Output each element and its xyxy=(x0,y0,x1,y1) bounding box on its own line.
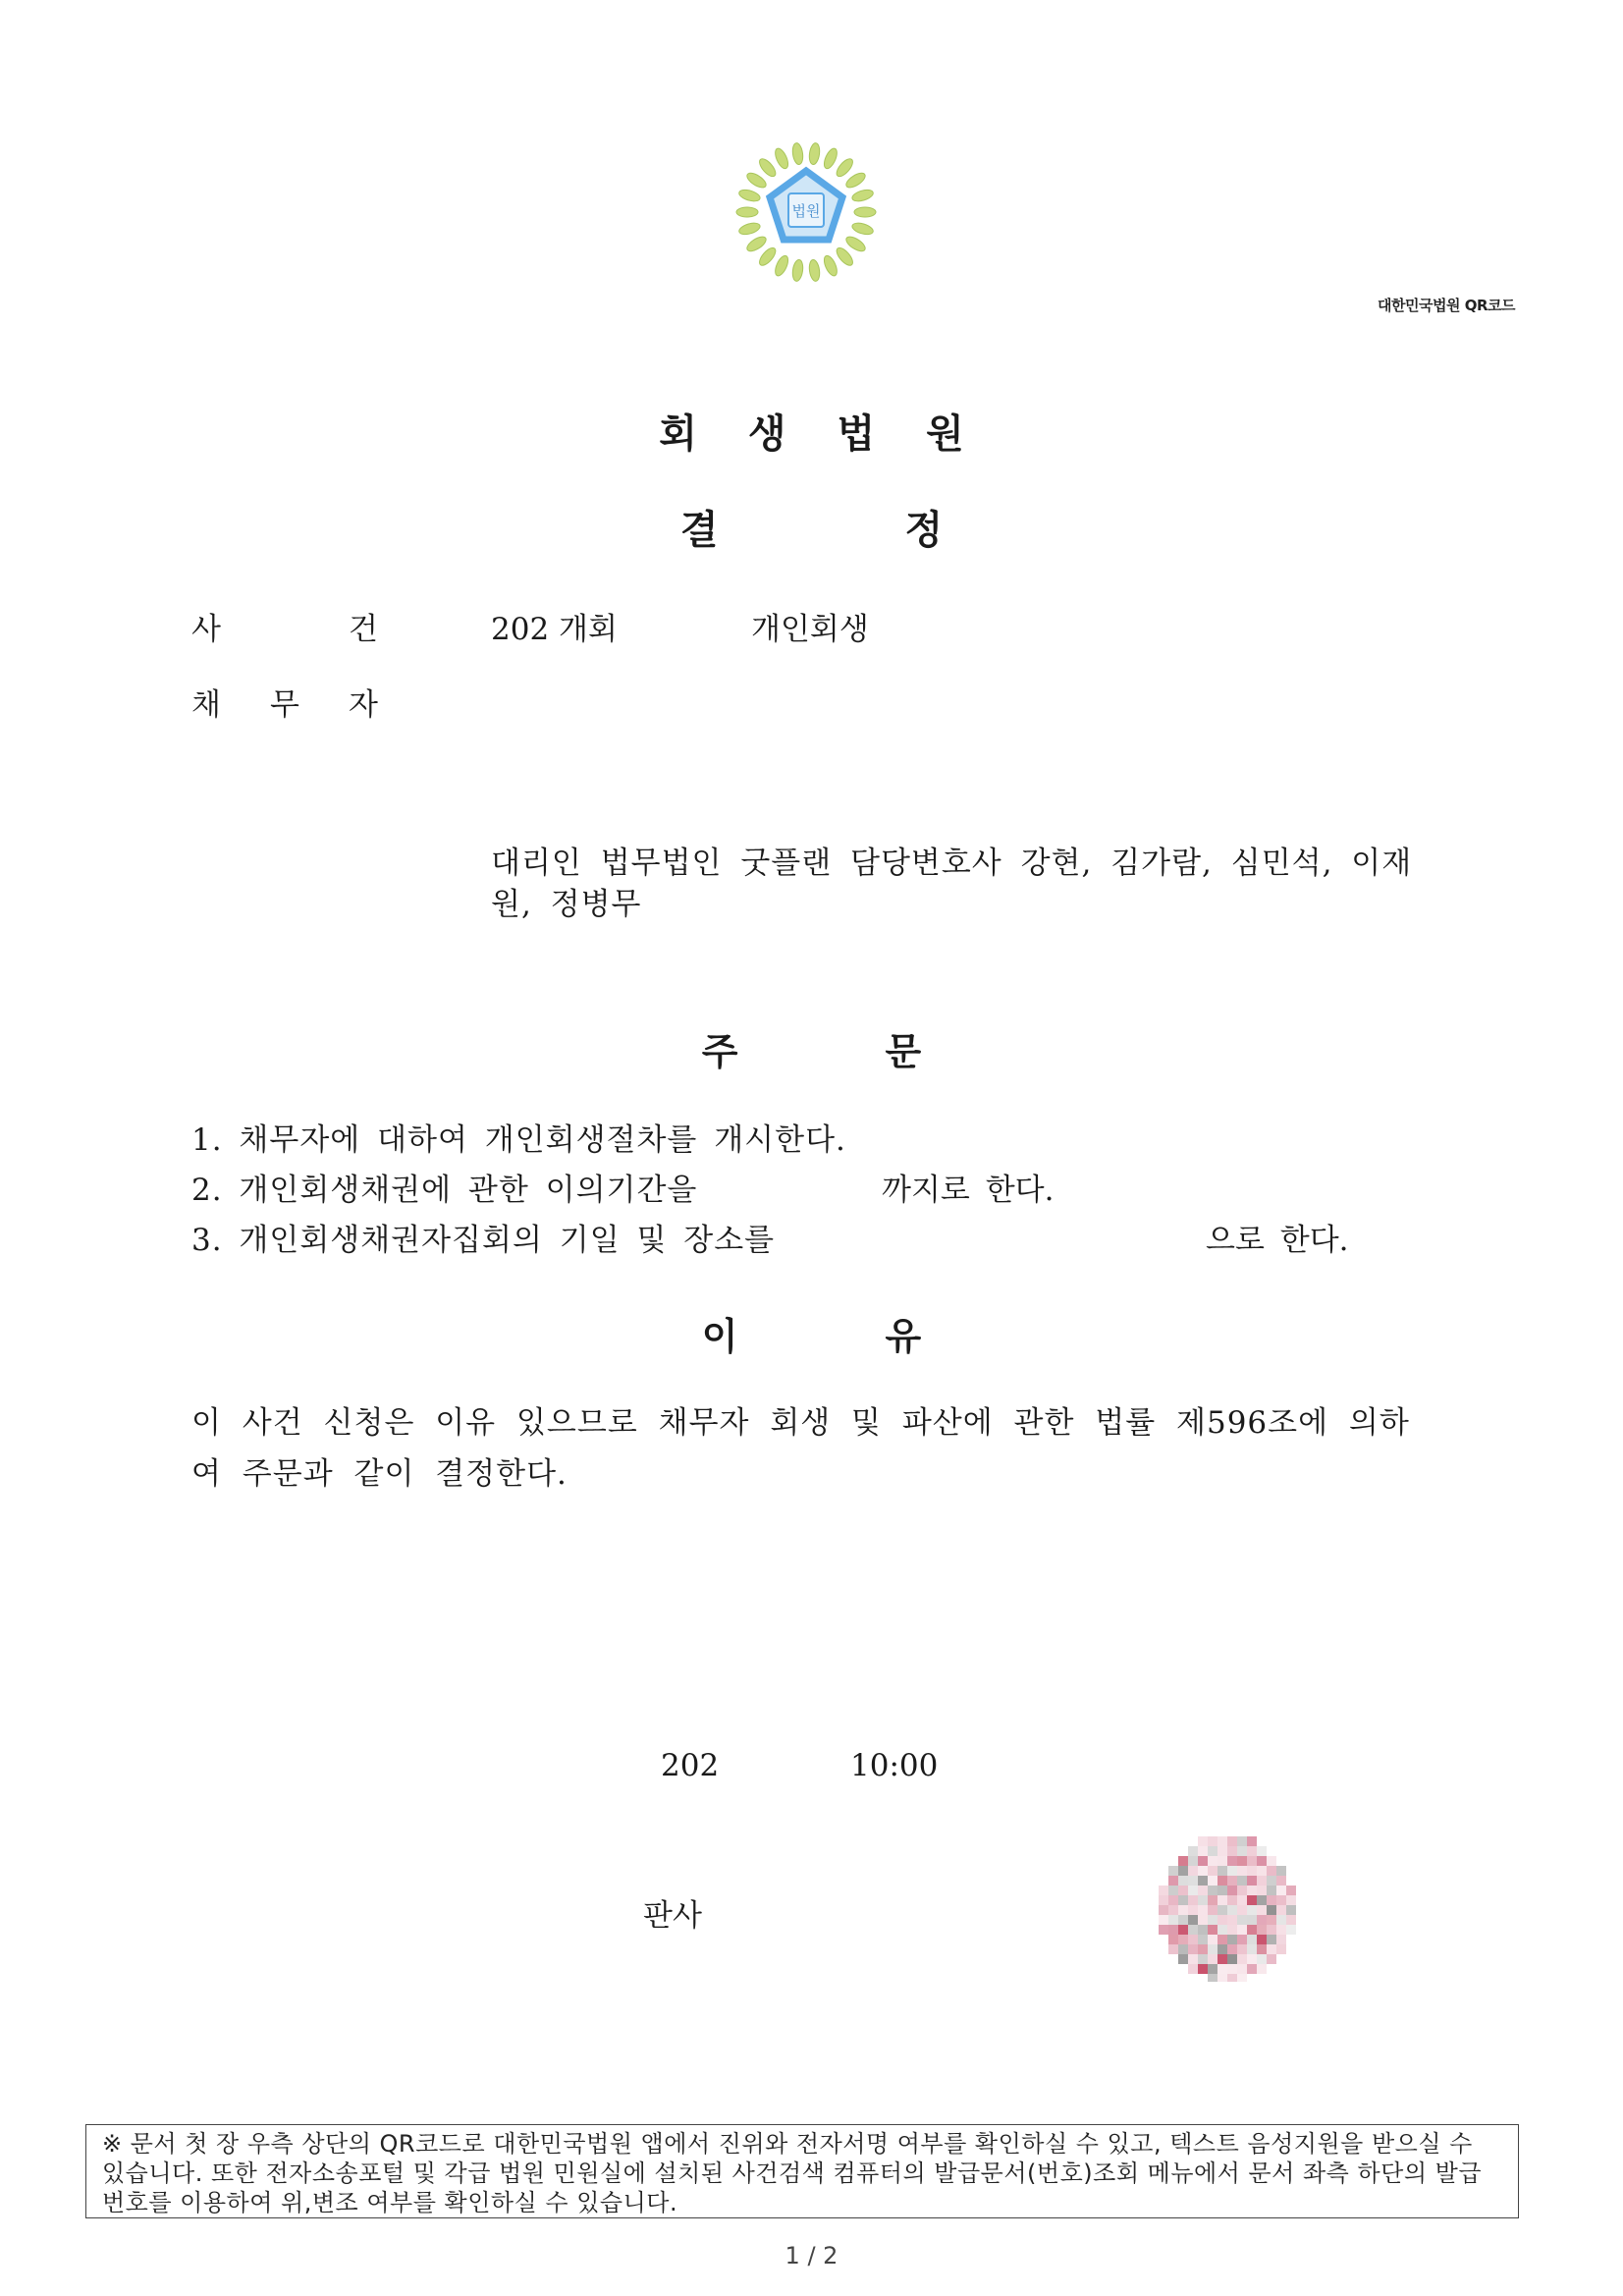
debtor-label-char: 무 xyxy=(270,687,299,723)
seal-pixel xyxy=(1159,1895,1168,1905)
seal-pixel xyxy=(1247,1925,1257,1935)
seal-pixel xyxy=(1227,1886,1237,1895)
seal-pixel xyxy=(1217,1935,1227,1944)
seal-pixel xyxy=(1257,1964,1267,1974)
seal-pixel xyxy=(1237,1974,1247,1982)
seal-pixel xyxy=(1198,1846,1208,1856)
seal-pixel xyxy=(1237,1964,1247,1974)
seal-pixel xyxy=(1217,1944,1227,1954)
seal-pixel xyxy=(1178,1954,1188,1964)
seal-pixel xyxy=(1247,1856,1257,1866)
seal-pixel xyxy=(1188,1856,1198,1866)
emblem-petal xyxy=(851,188,875,203)
seal-pixel xyxy=(1178,1935,1188,1944)
seal-pixel xyxy=(1208,1974,1217,1982)
seal-pixel xyxy=(1217,1866,1227,1876)
seal-pixel xyxy=(1247,1964,1257,1974)
seal-pixel xyxy=(1267,1915,1276,1925)
emblem-petal xyxy=(773,146,790,170)
seal-pixel xyxy=(1208,1886,1217,1895)
seal-pixel xyxy=(1257,1876,1267,1886)
seal-pixel xyxy=(1217,1876,1227,1886)
seal-pixel xyxy=(1227,1846,1237,1856)
seal-pixel xyxy=(1188,1915,1198,1925)
seal-pixel xyxy=(1257,1846,1267,1856)
seal-pixel xyxy=(1237,1925,1247,1935)
seal-pixel xyxy=(1178,1944,1188,1954)
seal-pixel xyxy=(1247,1895,1257,1905)
reason-text: 이 사건 신청은 이유 있으므로 채무자 회생 및 파산에 관한 법률 제596조에 의하여 주문과 같이 결정한다. xyxy=(191,1405,1410,1492)
seal-pixel xyxy=(1237,1846,1247,1856)
seal-pixel xyxy=(1198,1944,1208,1954)
seal-pixel xyxy=(1208,1846,1217,1856)
court-name: 회생법원 xyxy=(659,411,1015,457)
seal-pixel xyxy=(1267,1856,1276,1866)
debtor-label xyxy=(191,680,378,724)
order-item: 2. 개인회생채권에 관한 이의기간을 xyxy=(191,1173,698,1208)
emblem-petal xyxy=(822,146,839,170)
seal-pixel xyxy=(1276,1895,1286,1905)
seal-pixel xyxy=(1178,1856,1188,1866)
seal-pixel xyxy=(1198,1866,1208,1876)
seal-pixel xyxy=(1217,1925,1227,1935)
emblem-petal xyxy=(745,234,769,253)
seal-pixel xyxy=(1198,1915,1208,1925)
seal-pixel xyxy=(1217,1836,1227,1846)
seal-pixel xyxy=(1276,1935,1286,1944)
seal-pixel xyxy=(1257,1925,1267,1935)
case-type: 개인회생 xyxy=(751,612,869,647)
seal-pixel xyxy=(1276,1866,1286,1876)
debtor-agent: 대리인 법무법인 굿플랜 담당변호사 강현, 김가람, 심민석, 이재원, 정병무 xyxy=(491,846,1413,922)
seal-pixel xyxy=(1276,1886,1286,1895)
seal-pixel xyxy=(1198,1905,1208,1915)
decision-time: 10:00 xyxy=(850,1748,939,1783)
seal-pixel xyxy=(1267,1954,1276,1964)
emblem-petal xyxy=(773,254,790,278)
emblem-petal xyxy=(737,221,761,237)
seal-pixel xyxy=(1227,1935,1237,1944)
seal-pixel xyxy=(1276,1915,1286,1925)
seal-pixel xyxy=(1208,1876,1217,1886)
seal-pixel xyxy=(1217,1954,1227,1964)
document-title: 결정 xyxy=(679,508,1130,553)
seal-pixel xyxy=(1247,1905,1257,1915)
emblem-petal xyxy=(834,246,855,268)
seal-pixel xyxy=(1237,1856,1247,1866)
seal-pixel xyxy=(1198,1856,1208,1866)
emblem-petal xyxy=(808,259,821,282)
order-heading: 주문 xyxy=(701,1030,1069,1073)
emblem-petal xyxy=(844,234,868,253)
seal-pixel xyxy=(1276,1905,1286,1915)
seal-pixel xyxy=(1188,1935,1198,1944)
seal-pixel xyxy=(1208,1925,1217,1935)
seal-pixel xyxy=(1198,1895,1208,1905)
seal-pixel xyxy=(1257,1944,1267,1954)
seal-pixel xyxy=(1217,1895,1227,1905)
seal-pixel xyxy=(1227,1974,1237,1982)
seal-pixel xyxy=(1208,1935,1217,1944)
seal-pixel xyxy=(1198,1935,1208,1944)
seal-pixel xyxy=(1257,1915,1267,1925)
emblem-petal xyxy=(791,259,804,282)
seal-pixel xyxy=(1237,1876,1247,1886)
seal-pixel xyxy=(1208,1954,1217,1964)
seal-pixel xyxy=(1227,1964,1237,1974)
seal-pixel xyxy=(1159,1925,1168,1935)
seal-pixel xyxy=(1286,1905,1296,1915)
seal-pixel xyxy=(1237,1944,1247,1954)
reason-heading: 이유 xyxy=(701,1315,1069,1358)
debtor-label-char: 자 xyxy=(349,687,378,723)
seal-pixel xyxy=(1247,1944,1257,1954)
seal-pixel xyxy=(1227,1925,1237,1935)
seal-pixel xyxy=(1188,1886,1198,1895)
emblem-petal xyxy=(834,156,855,179)
seal-pixel xyxy=(1168,1866,1178,1876)
seal-pixel xyxy=(1168,1944,1178,1954)
case-number: 202 개회 xyxy=(491,612,618,647)
emblem-petal xyxy=(851,221,875,237)
seal-pixel xyxy=(1208,1905,1217,1915)
seal-pixel xyxy=(1227,1866,1237,1876)
seal-pixel xyxy=(1247,1866,1257,1876)
seal-pixel xyxy=(1247,1935,1257,1944)
seal-pixel xyxy=(1227,1954,1237,1964)
seal-pixel xyxy=(1217,1964,1227,1974)
emblem-petal xyxy=(737,188,761,203)
seal-pixel xyxy=(1257,1905,1267,1915)
debtor-label-char: 채 xyxy=(191,687,221,723)
seal-pixel xyxy=(1227,1856,1237,1866)
seal-pixel xyxy=(1257,1935,1267,1944)
emblem-petal xyxy=(808,142,821,165)
seal-pixel xyxy=(1178,1915,1188,1925)
court-emblem xyxy=(731,137,881,287)
seal-pixel xyxy=(1267,1944,1276,1954)
seal-pixel xyxy=(1188,1866,1198,1876)
seal-pixel xyxy=(1159,1886,1168,1895)
seal-pixel xyxy=(1267,1886,1276,1895)
seal-pixel xyxy=(1159,1915,1168,1925)
seal-pixel xyxy=(1237,1935,1247,1944)
qr-code-label: 대한민국법원 QR코드 xyxy=(1378,297,1515,314)
seal-pixel xyxy=(1208,1944,1217,1954)
seal-pixel xyxy=(1208,1895,1217,1905)
seal-pixel xyxy=(1159,1905,1168,1915)
seal-pixel xyxy=(1178,1866,1188,1876)
emblem-text: 법원 xyxy=(791,202,821,220)
seal-pixel xyxy=(1286,1886,1296,1895)
seal-pixel xyxy=(1208,1866,1217,1876)
seal-pixel xyxy=(1168,1915,1178,1925)
seal-pixel xyxy=(1227,1836,1237,1846)
seal-pixel xyxy=(1188,1876,1198,1886)
seal-pixel xyxy=(1188,1944,1198,1954)
seal-pixel xyxy=(1257,1856,1267,1866)
seal-pixel xyxy=(1247,1876,1257,1886)
seal-pixel xyxy=(1286,1915,1296,1925)
seal-pixel xyxy=(1247,1846,1257,1856)
seal-pixel xyxy=(1276,1944,1286,1954)
seal-pixel xyxy=(1237,1895,1247,1905)
seal-pixel xyxy=(1188,1954,1198,1964)
seal-pixel xyxy=(1257,1886,1267,1895)
emblem-petal xyxy=(854,207,876,217)
seal-pixel xyxy=(1188,1925,1198,1935)
seal-pixel xyxy=(1178,1876,1188,1886)
page-number: 1 / 2 xyxy=(784,2242,839,2269)
emblem-petal xyxy=(757,156,779,179)
seal-pixel xyxy=(1168,1886,1178,1895)
seal-pixel xyxy=(1257,1954,1267,1964)
seal-pixel xyxy=(1208,1836,1217,1846)
seal-pixel xyxy=(1217,1974,1227,1982)
seal-pixel xyxy=(1286,1925,1296,1935)
seal-pixel xyxy=(1237,1866,1247,1876)
seal-pixel xyxy=(1247,1915,1257,1925)
seal-pixel xyxy=(1198,1925,1208,1935)
seal-pixel xyxy=(1178,1895,1188,1905)
seal-pixel xyxy=(1237,1905,1247,1915)
seal-pixel xyxy=(1188,1895,1198,1905)
seal-pixel xyxy=(1267,1876,1276,1886)
seal-pixel xyxy=(1276,1876,1286,1886)
emblem-petal xyxy=(757,246,779,268)
seal-pixel xyxy=(1276,1925,1286,1935)
seal-pixel xyxy=(1168,1876,1178,1886)
seal-pixel xyxy=(1217,1905,1227,1915)
order-item-tail: 으로 한다. xyxy=(1206,1223,1349,1258)
seal-pixel xyxy=(1227,1895,1237,1905)
emblem-petal xyxy=(736,207,758,217)
order-item-tail: 까지로 한다. xyxy=(882,1173,1055,1208)
seal-pixel xyxy=(1198,1964,1208,1974)
judge-seal xyxy=(1159,1836,1296,1982)
seal-pixel xyxy=(1247,1836,1257,1846)
seal-pixel xyxy=(1286,1895,1296,1905)
judge-label: 판사 xyxy=(643,1898,702,1934)
seal-pixel xyxy=(1237,1915,1247,1925)
seal-pixel xyxy=(1227,1905,1237,1915)
seal-pixel xyxy=(1217,1856,1227,1866)
seal-pixel xyxy=(1267,1866,1276,1876)
case-label-char: 건 xyxy=(349,612,378,647)
seal-pixel xyxy=(1237,1886,1247,1895)
seal-pixel xyxy=(1188,1846,1198,1856)
seal-pixel xyxy=(1227,1876,1237,1886)
seal-pixel xyxy=(1188,1964,1198,1974)
seal-pixel xyxy=(1267,1895,1276,1905)
emblem-petal xyxy=(844,170,868,190)
seal-pixel xyxy=(1237,1836,1247,1846)
seal-pixel xyxy=(1198,1886,1208,1895)
seal-pixel xyxy=(1257,1895,1267,1905)
seal-pixel xyxy=(1217,1915,1227,1925)
order-item: 1. 채무자에 대하여 개인회생절차를 개시한다. xyxy=(191,1122,846,1158)
seal-pixel xyxy=(1198,1954,1208,1964)
seal-pixel xyxy=(1168,1935,1178,1944)
seal-pixel xyxy=(1208,1856,1217,1866)
emblem-petal xyxy=(822,254,839,278)
case-label xyxy=(191,604,378,648)
seal-pixel xyxy=(1198,1876,1208,1886)
seal-pixel xyxy=(1217,1846,1227,1856)
verification-notice: ※ 문서 첫 장 우측 상단의 QR코드로 대한민국법원 앱에서 진위와 전자서명 여부를 확인하실 수 있고, 텍스트 음성지원을 받으실 수 있습니다. 또한 전자소송포털 및 각급 법원 민원실에 설치된 사건검색 컴퓨터의 발급문서(번호)조회 메뉴에서 문서 좌측 하단의 발급번호를 이용하여 위,변조 여부를 확인하실 수 있습니다. xyxy=(85,2124,1519,2218)
seal-pixel xyxy=(1267,1935,1276,1944)
seal-pixel xyxy=(1178,1886,1188,1895)
seal-pixel xyxy=(1267,1925,1276,1935)
emblem-petal xyxy=(745,170,769,190)
seal-pixel xyxy=(1208,1964,1217,1974)
seal-pixel xyxy=(1168,1895,1178,1905)
seal-pixel xyxy=(1198,1836,1208,1846)
seal-pixel xyxy=(1227,1944,1237,1954)
seal-pixel xyxy=(1168,1925,1178,1935)
seal-pixel xyxy=(1178,1925,1188,1935)
seal-pixel xyxy=(1267,1905,1276,1915)
seal-pixel xyxy=(1227,1915,1237,1925)
seal-pixel xyxy=(1217,1886,1227,1895)
decision-date: 202 xyxy=(661,1748,720,1783)
emblem-petal xyxy=(791,142,804,165)
case-label-char: 사 xyxy=(191,612,221,647)
seal-pixel xyxy=(1188,1905,1198,1915)
seal-pixel xyxy=(1168,1905,1178,1915)
seal-pixel xyxy=(1247,1954,1257,1964)
seal-pixel xyxy=(1257,1866,1267,1876)
seal-pixel xyxy=(1247,1886,1257,1895)
seal-pixel xyxy=(1208,1915,1217,1925)
seal-pixel xyxy=(1237,1954,1247,1964)
seal-pixel xyxy=(1178,1905,1188,1915)
order-item: 3. 개인회생채권자집회의 기일 및 장소를 xyxy=(191,1223,776,1258)
